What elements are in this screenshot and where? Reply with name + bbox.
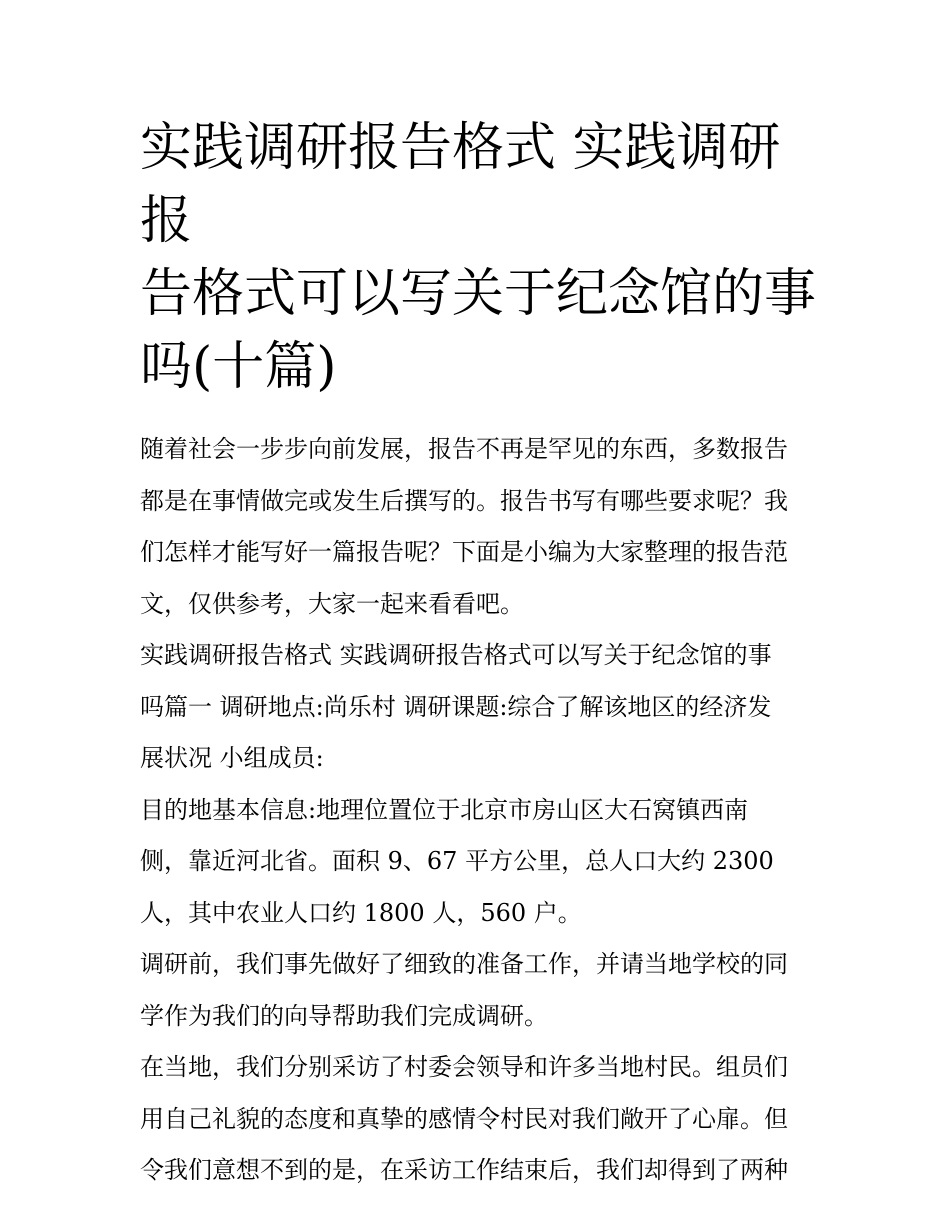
text-line: 目的地基本信息:地理位置位于北京市房山区大石窝镇西南 — [140, 795, 749, 824]
text-line: 令我们意想不到的是，在采访工作结束后，我们却得到了两种 — [140, 1156, 788, 1184]
preparation-paragraph — [140, 939, 820, 1042]
text-line: 吗篇一 调研地点:尚乐村 调研课题:综合了解该地区的经济发 — [140, 692, 772, 721]
text-line: 们怎样才能写好一篇报告呢？下面是小编为大家整理的报告范 — [140, 538, 788, 566]
document-page — [140, 112, 820, 1197]
intro-paragraph — [140, 424, 820, 630]
text-line: 展状况 小组成员: — [140, 744, 324, 772]
section-heading-paragraph — [140, 630, 820, 785]
text-line: 人，其中农业人口约 1800 人，560 户。 — [140, 898, 582, 927]
text-line: 学作为我们的向导帮助我们完成调研。 — [140, 1001, 548, 1030]
text-line: 都是在事情做完或发生后撰写的。报告书写有哪些要求呢？我 — [140, 486, 788, 515]
text-line: 用自己礼貌的态度和真挚的感情令村民对我们敞开了心扉。但 — [140, 1104, 788, 1133]
text-line: 在当地，我们分别采访了村委会领导和许多当地村民。组员们 — [140, 1053, 788, 1081]
text-line: 实践调研报告格式 实践调研报告格式可以写关于纪念馆的事 — [140, 641, 772, 669]
title-line: 实践调研报告格式 实践调研报 — [140, 118, 781, 251]
interview-paragraph — [140, 1042, 820, 1197]
location-info-paragraph — [140, 785, 820, 940]
document-title — [140, 112, 820, 404]
title-line: 吗(十篇) — [140, 337, 337, 397]
text-line: 文，仅供参考，大家一起来看看吧。 — [140, 589, 524, 618]
text-line: 调研前，我们事先做好了细致的准备工作，并请当地学校的同 — [140, 950, 788, 978]
text-line: 随着社会一步步向前发展，报告不再是罕见的东西，多数报告 — [140, 435, 788, 463]
text-line: 侧，靠近河北省。面积 9、67 平方公里，总人口大约 2300 — [140, 847, 774, 875]
title-line: 告格式可以写关于纪念馆的事 — [140, 264, 817, 324]
